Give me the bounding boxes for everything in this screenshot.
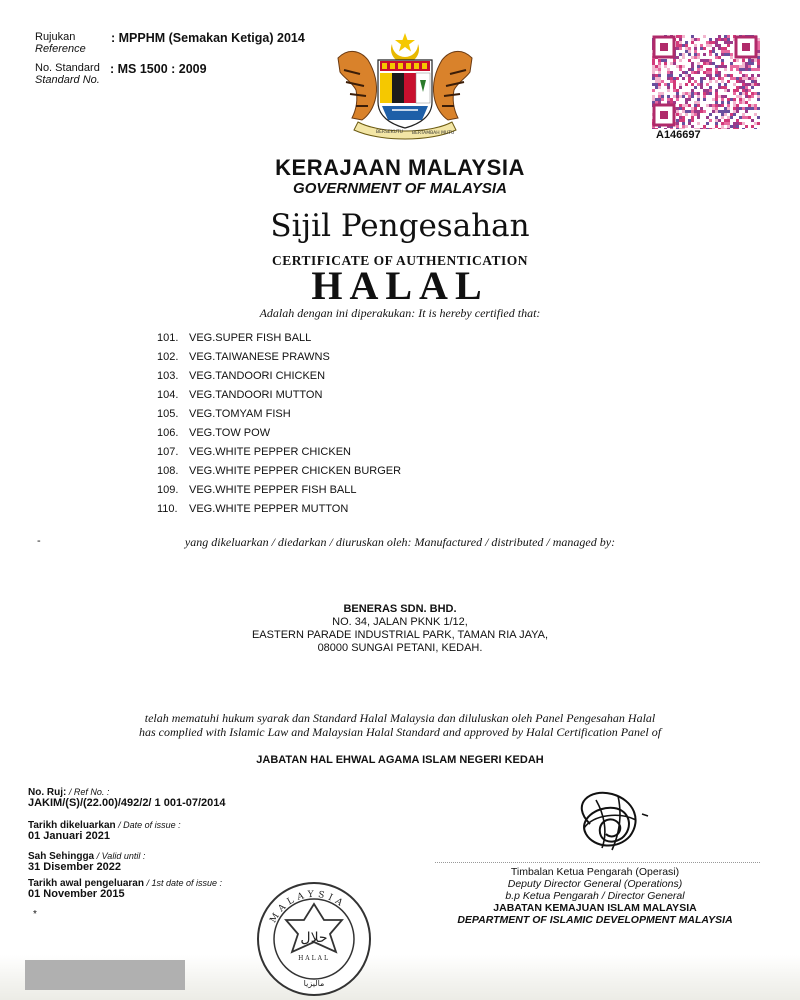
item-name: VEG.WHITE PEPPER CHICKEN	[189, 446, 351, 458]
item-name: VEG.WHITE PEPPER FISH BALL	[189, 484, 357, 496]
item-number: 104.	[157, 389, 179, 401]
item-number: 102.	[157, 351, 179, 363]
certificate-title-en: CERTIFICATE OF AUTHENTICATION	[271, 253, 529, 268]
company-block	[0, 603, 800, 655]
item-number: 103.	[157, 370, 179, 382]
company-address-1: NO. 34, JALAN PKNK 1/12,	[332, 616, 468, 628]
item-name: VEG.TAIWANESE PRAWNS	[189, 351, 330, 363]
list-item	[157, 445, 401, 464]
right-tiger-icon	[433, 51, 472, 120]
item-name: VEG.TOMYAM FISH	[189, 408, 291, 420]
issue-date-value: 01 Januari 2021	[28, 830, 110, 842]
item-number: 101.	[157, 332, 179, 344]
reference-value: : MPPHM (Semakan Ketiga) 2014	[111, 31, 305, 45]
item-number: 110.	[157, 503, 178, 515]
standard-value: : MS 1500 : 2009	[110, 62, 207, 76]
list-item	[157, 426, 401, 445]
serial-number: A146697	[656, 129, 701, 141]
product-list	[157, 331, 401, 521]
star-mark: *	[33, 909, 37, 920]
left-tiger-icon	[338, 51, 377, 120]
item-number: 107.	[157, 446, 179, 458]
signature-scribble	[560, 784, 660, 854]
list-item	[157, 464, 401, 483]
item-name: VEG.TOW POW	[189, 427, 271, 439]
list-item	[157, 483, 401, 502]
valid-until-value: 31 Disember 2022	[28, 861, 121, 873]
government-title-ms: KERAJAAN MALAYSIA	[275, 155, 525, 180]
qr-code	[652, 35, 760, 129]
item-number: 105.	[157, 408, 179, 420]
list-item	[157, 369, 401, 388]
svg-text:BERSEKUTU: BERSEKUTU	[376, 130, 403, 135]
reference-label: Rujukan Reference	[35, 31, 86, 55]
department-name-en: DEPARTMENT OF ISLAMIC DEVELOPMENT MALAYSIA	[457, 914, 733, 926]
item-number: 108.	[157, 465, 179, 477]
list-item	[157, 388, 401, 407]
ref-no-value: JAKIM/(S)/(22.00)/492/2/ 1 001-07/2014	[28, 797, 226, 809]
list-item	[157, 407, 401, 426]
first-issue-block: Tarikh awal pengeluaran / 1st date of issue : 01 November 2015	[28, 878, 223, 900]
dash-mark: -	[37, 535, 41, 547]
authority-name: JABATAN HAL EHWAL AGAMA ISLAM NEGERI KEDAH	[256, 754, 544, 766]
signatory-block	[435, 866, 755, 926]
item-number: 109.	[157, 484, 179, 496]
item-name: VEG.WHITE PEPPER MUTTON	[189, 503, 349, 515]
certified-line: Adalah dengan ini diperakukan: It is hereby certified that:	[259, 306, 541, 320]
item-name: VEG.SUPER FISH BALL	[189, 332, 312, 344]
svg-text:حلال: حلال	[300, 930, 328, 946]
redacted-bar	[25, 960, 185, 990]
svg-text:ماليزيا: ماليزيا	[303, 979, 325, 988]
list-item	[157, 350, 401, 369]
department-name-ms: JABATAN KEMAJUAN ISLAM MALAYSIA	[493, 902, 697, 914]
svg-text:BERTAMBAH MUTU: BERTAMBAH MUTU	[412, 131, 455, 136]
list-item	[157, 331, 401, 350]
item-name: VEG.TANDOORI MUTTON	[189, 389, 323, 401]
item-number: 106.	[157, 427, 179, 439]
company-address-2: EASTERN PARADE INDUSTRIAL PARK, TAMAN RIA JAYA,	[251, 629, 549, 641]
valid-until-block: Sah Sehingga / Valid until : 31 Disember 2022	[28, 851, 146, 873]
halal-seal-icon	[250, 880, 378, 998]
company-address-3: 08000 SUNGAI PETANI, KEDAH.	[317, 642, 483, 654]
company-name: BENERAS SDN. BHD.	[343, 603, 457, 615]
svg-text:MALAYSIA: MALAYSIA	[268, 889, 348, 925]
list-item	[157, 502, 401, 521]
signatory-title-en: Deputy Director General (Operations)	[507, 878, 683, 890]
coat-of-arms-emblem	[330, 30, 480, 140]
star-icon	[395, 33, 415, 52]
certificate-title-ms: Sijil Pengesahan	[270, 208, 530, 244]
item-name: VEG.TANDOORI CHICKEN	[189, 370, 326, 382]
standard-label: No. Standard Standard No.	[35, 62, 100, 86]
ref-no-block: No. Ruj: / Ref No. : JAKIM/(S)/(22.00)/492/2/ 1 001-07/2014	[28, 787, 226, 809]
halal-title: HALAL	[311, 263, 489, 308]
signatory-title-ms: Timbalan Ketua Pengarah (Operasi)	[510, 866, 680, 878]
svg-text:HALAL: HALAL	[298, 955, 330, 962]
signatory-on-behalf: b.p Ketua Pengarah / Director General	[505, 890, 685, 902]
first-issue-value: 01 November 2015	[28, 888, 125, 900]
manufactured-line: yang dikeluarkan / diedarkan / diuruskan oleh: Manufactured / distributed / managed by:	[184, 535, 616, 549]
government-title-en: GOVERNMENT OF MALAYSIA	[293, 180, 507, 197]
compliance-en: has complied with Islamic Law and Malaysian Halal Standard and approved by Halal Certification Panel of	[138, 725, 662, 739]
issue-date-block: Tarikh dikeluarkan / Date of issue : 01 Januari 2021	[28, 820, 181, 842]
compliance-ms: telah mematuhi hukum syarak dan Standard Halal Malaysia dan diluluskan oleh Panel Pengesahan Halal	[144, 711, 656, 725]
item-name: VEG.WHITE PEPPER CHICKEN BURGER	[189, 465, 402, 477]
signature-line	[435, 862, 760, 863]
